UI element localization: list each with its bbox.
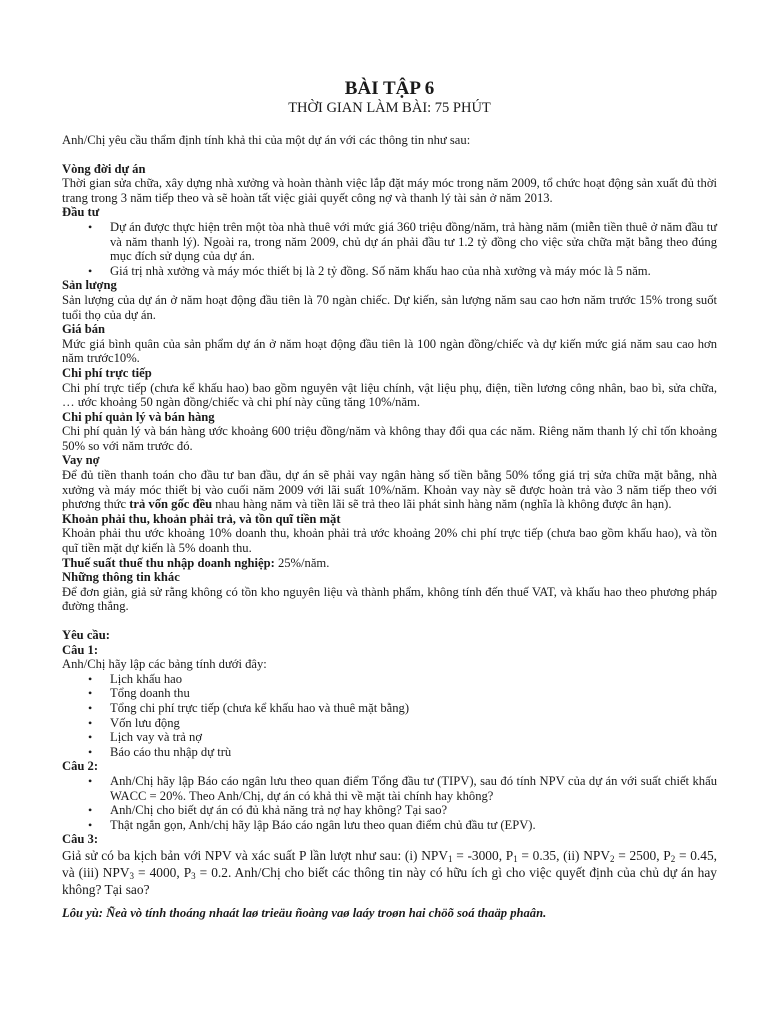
document-page (62, 78, 717, 921)
section-value-tax: 25%/năm. (274, 555, 330, 570)
section-heading-loan: Vay nợ (62, 453, 100, 468)
loan-text-before: Để đủ tiền thanh toán cho đầu tư ban đầu, dự án sẽ phải vay ngân hàng số tiền bằng 50% tổng giá trị sửa chữa mặt bằng, nhà xưởng và máy móc thiết bị vào cuối năm 2009 với lãi suất 10%/năm. Khoản vay này sẽ được hoàn trả vào 3 năm tiếp theo với phương thức (62, 468, 717, 512)
section-heading-life: Vòng đời dự án (62, 161, 146, 176)
question-2-heading: Câu 2: (62, 759, 99, 774)
question-1-heading: Câu 1: (62, 642, 99, 657)
section-heading-output: Sản lượng (62, 278, 117, 293)
loan-text-bold: trả vốn gốc đều (129, 497, 213, 512)
investment-list (62, 220, 717, 278)
q3-subscript: 2 (670, 853, 676, 864)
section-text-loan (62, 468, 717, 512)
list-item: • Dự án được thực hiện trên một tòa nhà thuê với mức giá 360 triệu đồng/năm, trả hàng năm (miễn tiền thuê ở năm đầu tư và năm thanh lý). Ngoài ra, trong năm 2009, chủ dự án phải đầu tư 1.2 tỷ đồng cho việc sửa chữa mặt bằng theo đúng mục đích sử dụng của dự án. (62, 220, 717, 264)
section-heading-price: Giá bán (62, 322, 106, 337)
section-heading-receivables: Khoản phải thu, khoản phải trả, và tồn quĩ tiền mặt (62, 511, 341, 526)
page-subtitle: THỜI GIAN LÀM BÀI: 75 PHÚT (288, 100, 491, 116)
section-tax (62, 556, 717, 571)
list-item: • Thật ngắn gọn, Anh/chị hãy lập Báo cáo ngân lưu theo quan điểm chủ đầu tư (EPV). (62, 818, 717, 833)
section-heading-direct-cost: Chi phí trực tiếp (62, 365, 152, 380)
requirements-heading: Yêu cầu: (62, 628, 110, 642)
footer-note: Lôu yù: Ñeà vò tính thoáng nhaát laø trieäu ñoàng vaø laáy troøn hai chöõ soá thaäp phaân. (62, 905, 547, 920)
q3-subscript: 3 (129, 870, 135, 881)
loan-text-after: nhau hàng năm và tiền lãi sẽ trả theo lãi phát sinh hàng năm (nghĩa là không được ân hạn). (212, 497, 672, 512)
page-title: BÀI TẬP 6 (344, 78, 435, 99)
list-item: • Giá trị nhà xưởng và máy móc thiết bị là 2 tỷ đồng. Số năm khấu hao của nhà xưởng và máy móc là 5 năm. (62, 264, 717, 279)
question-3-text (62, 847, 717, 898)
question-1-list (62, 672, 717, 760)
question-2-list (62, 774, 717, 832)
question-1-text: Anh/Chị hãy lập các bảng tính dưới đây: (62, 657, 267, 672)
list-item: • Lịch vay và trả nợ (62, 730, 717, 745)
q3-subscript: 1 (448, 853, 453, 864)
list-item: • Tổng chi phí trực tiếp (chưa kể khấu hao và thuê mặt bằng) (62, 701, 717, 716)
question-3-heading: Câu 3: (62, 832, 99, 847)
section-text-life: Thời gian sửa chữa, xây dựng nhà xưởng và hoàn thành việc lắp đặt máy móc trong năm 2009, tổ chức hoạt động sản xuất đủ thời trang trong 3 năm tiếp theo và sẽ hoàn tất việc giải quyết công nợ và thanh lý tài sản ở năm 2013. (62, 176, 717, 205)
q3-part: = 2500, P (614, 847, 671, 863)
section-text-admin-cost: Chi phí quản lý và bán hàng ước khoảng 600 triệu đồng/năm và không thay đổi qua các năm. Riêng năm thanh lý chỉ tốn khoảng 50% so với năm trước đó. (62, 424, 717, 453)
list-item: • Anh/Chị hãy lập Báo cáo ngân lưu theo quan điểm Tổng đầu tư (TIPV), sau đó tính NPV của dự án với suất chiết khấu WACC = 20%. Theo Anh/Chị, dự án có khả thi về mặt tài chính hay không? (62, 774, 717, 803)
intro-text: Anh/Chị yêu cầu thẩm định tính khả thi của một dự án với các thông tin như sau: (62, 133, 471, 147)
section-heading-tax: Thuế suất thuế thu nhập doanh nghiệp: (62, 555, 275, 570)
list-item: • Báo cáo thu nhập dự trù (62, 745, 717, 760)
section-text-other: Để đơn giản, giả sử rằng không có tồn kho nguyên liệu và thành phẩm, không tính đến thuế VAT, và khấu hao theo phương pháp đường thẳng. (62, 584, 717, 614)
q3-subscript: 2 (610, 853, 615, 864)
list-item: • Anh/Chị cho biết dự án có đủ khả năng trả nợ hay không? Tại sao? (62, 803, 717, 818)
section-heading-other: Những thông tin khác (62, 570, 180, 585)
q3-subscript: 1 (513, 853, 518, 864)
section-text-receivables: Khoản phải thu ước khoảng 10% doanh thu, khoản phải trả ước khoảng 20% chi phí trực tiếp (chưa bao gồm khấu hao), và tồn quĩ tiền mặt dự kiến là 5% doanh thu. (62, 526, 717, 556)
q3-part: = -3000, P (452, 847, 514, 863)
q3-part: Giả sử có ba kịch bản với NPV và xác suất P lần lượt như sau: (i) NPV (62, 847, 448, 863)
section-text-direct-cost: Chi phí trực tiếp (chưa kể khấu hao) bao gồm nguyên vật liệu chính, vật liệu phụ, điện, tiền lương công nhân, bao bì, sửa chữa, … ước khoảng 50 ngàn đồng/chiếc và chi phí này cũng tăng 10%/năm. (62, 380, 717, 410)
section-text-price: Mức giá bình quân của sản phẩm dự án ở năm hoạt động đầu tiên là 100 ngàn đồng/chiếc và dự kiến mức giá năm sau cao hơn năm trước10%. (62, 336, 717, 366)
q3-part: = 0.2. Anh/Chị cho biết các thông tin này có hữu ích gì cho việc quyết định của chủ dự án hay không? Tại sao? (62, 864, 718, 897)
q3-subscript: 3 (191, 870, 196, 881)
list-item: • Lịch khấu hao (62, 672, 717, 687)
section-text-output: Sản lượng của dự án ở năm hoạt động đầu tiên là 70 ngàn chiếc. Dự kiến, sản lượng năm sau cao hơn năm trước 15% trong suốt tuổi thọ của dự án. (62, 292, 717, 322)
list-item: • Vốn lưu động (62, 716, 717, 731)
section-heading-investment: Đầu tư (62, 205, 100, 220)
section-heading-admin-cost: Chi phí quản lý và bán hàng (62, 409, 215, 424)
q3-part: = 0.45, và (iii) NPV (62, 847, 717, 880)
list-item: • Tổng doanh thu (62, 686, 717, 701)
q3-part: = 4000, P (134, 864, 192, 880)
q3-part: = 0.35, (ii) NPV (517, 847, 610, 863)
